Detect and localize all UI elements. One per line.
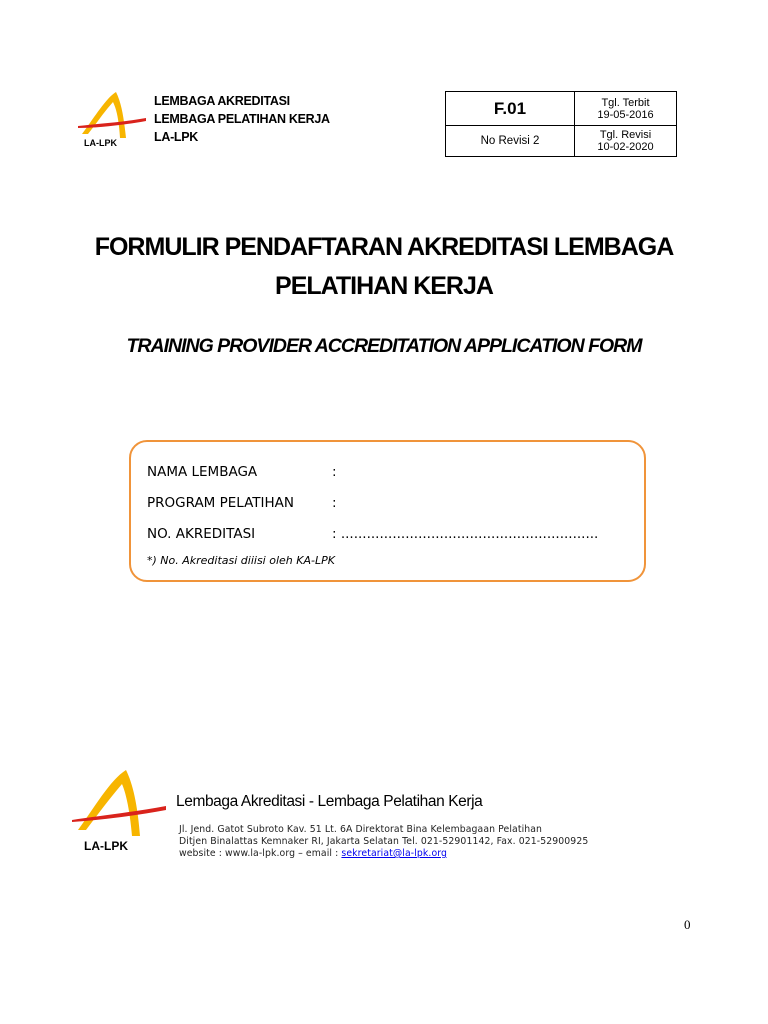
footer-org-name: Lembaga Akreditasi - Lembaga Pelatihan Kerja: [176, 793, 483, 810]
email-link[interactable]: sekretariat@la-lpk.org: [341, 848, 447, 859]
issued-date-cell: [575, 92, 677, 126]
org-line-1: LEMBAGA AKREDITASI: [154, 94, 290, 108]
address-line-2: Ditjen Binalattas Kemnaker RI, Jakarta Selatan Tel. 021-52901142, Fax. 021-52900925: [179, 836, 589, 847]
form-note: *) No. Akreditasi diiisi oleh KA-LPK: [147, 554, 335, 567]
la-lpk-logo: [76, 88, 148, 150]
field-value[interactable]: :: [332, 495, 337, 511]
title-line-2: PELATIHAN KERJA: [275, 272, 493, 300]
field-label: NAMA LEMBAGA: [147, 464, 258, 480]
form-code: F.01: [446, 92, 575, 126]
address-line-1: Jl. Jend. Gatot Subroto Kav. 51 Lt. 6A Direktorat Bina Kelembagaan Pelatihan: [179, 824, 543, 835]
footer-logo-text: LA-LPK: [84, 839, 128, 853]
logo-text: LA-LPK: [84, 138, 117, 148]
document-title: [0, 228, 768, 306]
footer-address: [179, 824, 588, 860]
field-value[interactable]: : ............................................................: [332, 526, 599, 542]
org-header: [154, 92, 330, 146]
revised-date-cell: [575, 126, 677, 157]
org-line-3: LA-LPK: [154, 130, 199, 144]
footer-la-lpk-logo: [70, 764, 168, 854]
field-label: PROGRAM PELATIHAN: [147, 495, 295, 511]
issued-date: 19-05-2016: [597, 108, 654, 121]
registration-form-box: [129, 440, 646, 582]
revised-label: Tgl. Revisi: [599, 129, 652, 141]
website-text: website : www.la-lpk.org – email :: [179, 848, 342, 859]
document-subtitle: TRAINING PROVIDER ACCREDITATION APPLICATION FORM: [126, 335, 642, 357]
document-control-table: [445, 91, 677, 157]
field-label: NO. AKREDITASI: [147, 526, 256, 542]
issued-label: Tgl. Terbit: [601, 96, 650, 109]
page-number: 0: [684, 917, 691, 932]
revision-number: No Revisi 2: [446, 126, 575, 157]
revised-date: 10-02-2020: [597, 141, 654, 153]
field-value[interactable]: :: [332, 464, 337, 480]
org-line-2: LEMBAGA PELATIHAN KERJA: [154, 112, 330, 126]
contact-line: [179, 848, 588, 860]
title-line-1: FORMULIR PENDAFTARAN AKREDITASI LEMBAGA: [94, 233, 674, 261]
